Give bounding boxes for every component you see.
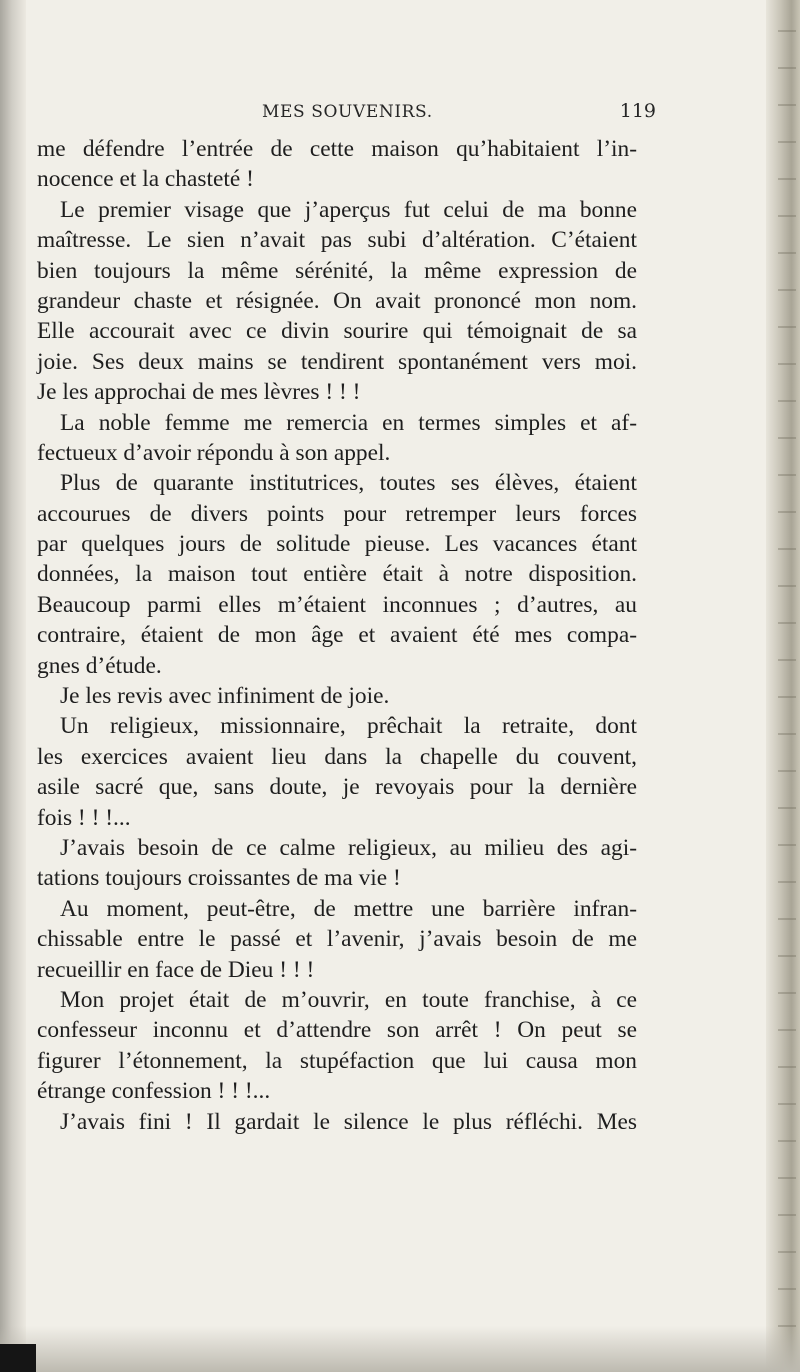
- text-line: bien toujours la même sérénité, la même expression de: [37, 257, 637, 284]
- text-line: asile sacré que, sans doute, je revoyais pour la dernière: [37, 774, 637, 801]
- page-number: 119: [619, 100, 656, 122]
- text-line: maîtresse. Le sien n’avait pas subi d’altération. C’étaient: [37, 227, 637, 254]
- text-line: tations toujours croissantes de ma vie !: [37, 865, 401, 892]
- text-line: recueillir en face de Dieu ! ! !: [37, 956, 315, 983]
- text-line: fois ! ! !...: [37, 804, 131, 831]
- running-head: [262, 100, 656, 128]
- text-line: Le premier visage que j’aperçus fut celui de ma bonne: [60, 196, 637, 223]
- text-line: Mon projet était de m’ouvrir, en toute franchise, à ce: [60, 986, 637, 1013]
- text-line: Je les approchai de mes lèvres ! ! !: [37, 379, 361, 406]
- text-line: Elle accourait avec ce divin sourire qui témoignait de sa: [37, 318, 637, 345]
- text-line: chissable entre le passé et l’avenir, j’avais besoin de me: [37, 926, 637, 953]
- text-line: accourues de divers points pour retremper leurs forces: [37, 500, 637, 527]
- text-line: Plus de quarante institutrices, toutes ses élèves, étaient: [60, 470, 637, 497]
- text-line: contraire, étaient de mon âge et avaient été mes compa-: [37, 622, 637, 649]
- text-line: Beaucoup parmi elles m’étaient inconnues ; d’autres, au: [37, 591, 637, 618]
- page-bottom-shadow: [0, 1326, 800, 1372]
- text-line: me défendre l’entrée de cette maison qu’habitaient l’in-: [37, 136, 637, 162]
- text-line: figurer l’étonnement, la stupéfaction que lui causa mon: [37, 1047, 637, 1074]
- text-line: étrange confession ! ! !...: [37, 1078, 271, 1105]
- text-line: J’avais fini ! Il gardait le silence le plus réfléchi. Mes: [60, 1108, 637, 1135]
- text-line: Je les revis avec infiniment de joie.: [60, 683, 390, 710]
- text-line: joie. Ses deux mains se tendirent spontanément vers moi.: [37, 348, 637, 375]
- body-text: [37, 134, 637, 1137]
- page-gutter-shadow: [0, 0, 26, 1372]
- text-line: les exercices avaient lieu dans la chapelle du couvent,: [37, 743, 637, 770]
- text-line: La noble femme me remercia en termes simples et af-: [60, 409, 637, 436]
- text-line: gnes d’étude.: [37, 652, 162, 679]
- text-line: J’avais besoin de ce calme religieux, au milieu des agi-: [60, 834, 637, 861]
- text-line: Au moment, peut-être, de mettre une barrière infran-: [60, 895, 637, 922]
- text-line: confesseur inconnu et d’attendre son arrêt ! On peut se: [37, 1017, 637, 1044]
- running-title: MES SOUVENIRS.: [262, 102, 433, 122]
- text-line: données, la maison tout entière était à notre disposition.: [37, 561, 637, 588]
- text-line: Un religieux, missionnaire, prêchait la retraite, dont: [60, 713, 637, 740]
- text-line: fectueux d’avoir répondu à son appel.: [37, 439, 391, 466]
- text-line: nocence et la chasteté !: [37, 166, 254, 193]
- text-line: par quelques jours de solitude pieuse. Les vacances étant: [37, 531, 637, 558]
- scan-corner-mark: [0, 1344, 36, 1372]
- page-edge-texture: [778, 30, 796, 1330]
- page-edge-stack: [766, 0, 800, 1372]
- text-line: grandeur chaste et résignée. On avait prononcé mon nom.: [37, 287, 637, 314]
